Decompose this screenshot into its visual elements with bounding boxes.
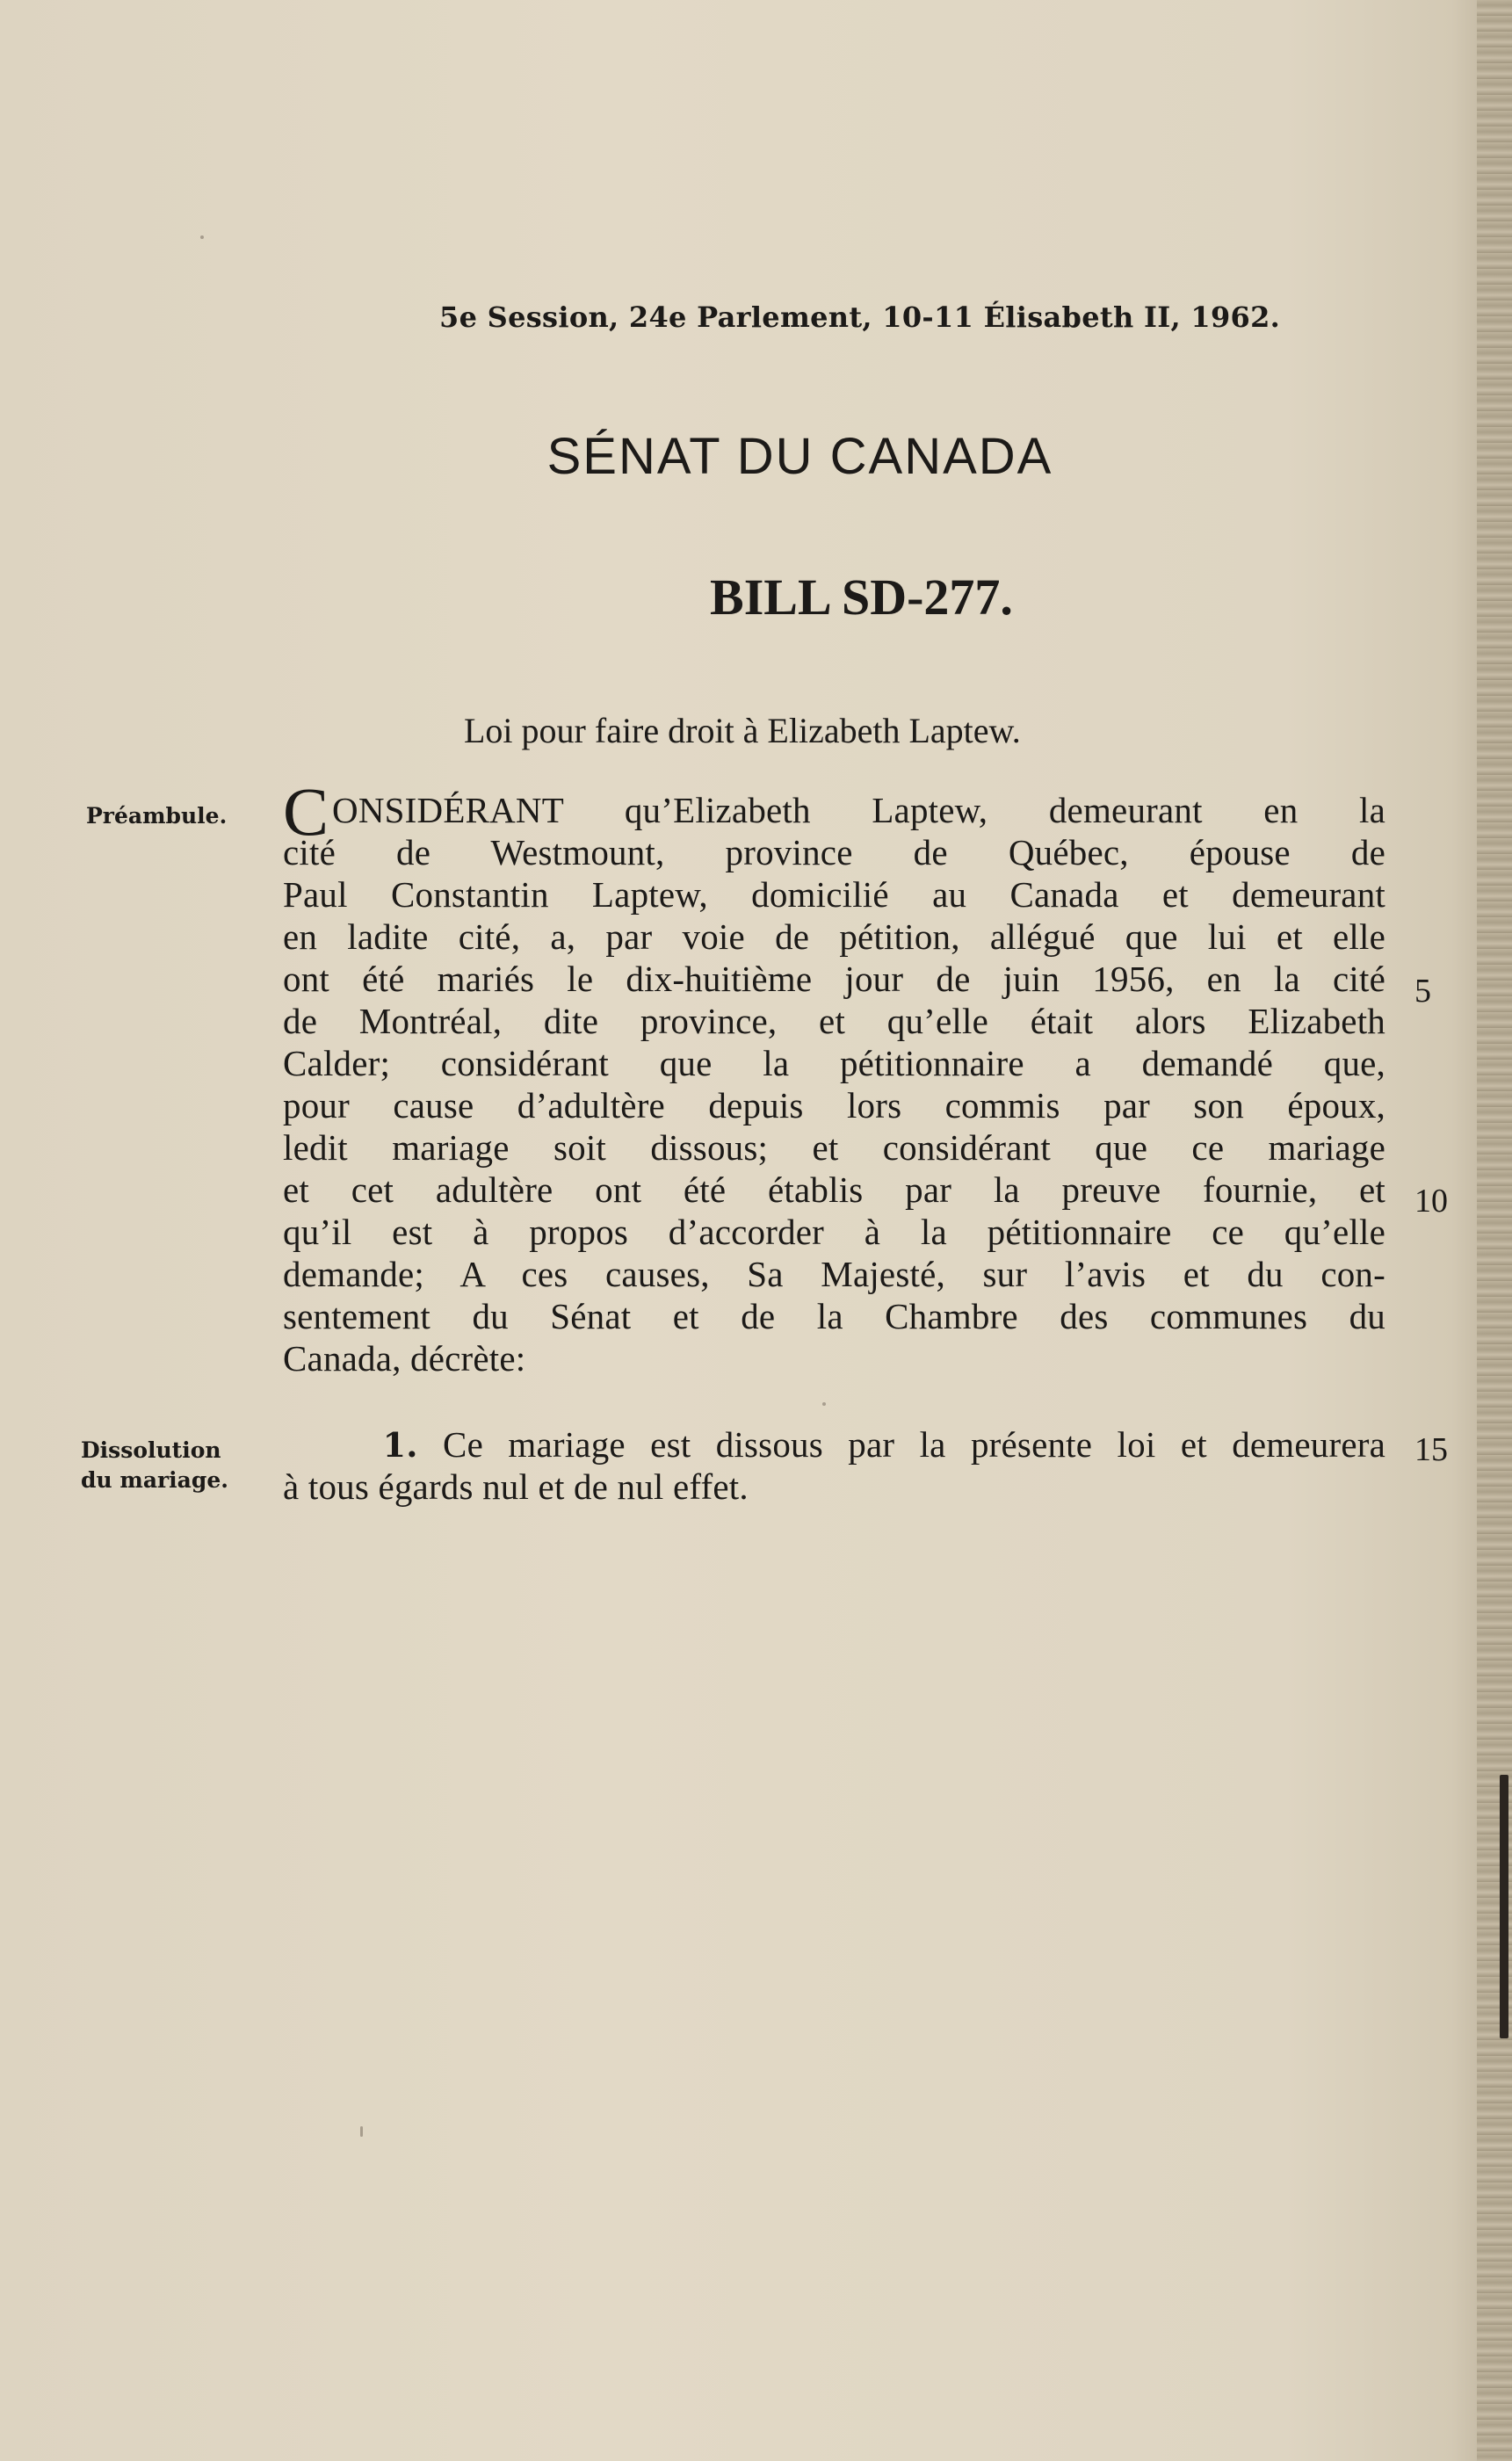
margin-note-dissolution — [81, 1436, 228, 1495]
line-number-10: 10 — [1414, 1183, 1448, 1220]
section-1-text — [283, 1423, 1385, 1508]
preamble-line: demande; A ces causes, Sa Majesté, sur l’avis et du con- — [283, 1254, 1385, 1294]
page-edge-mark — [1500, 1775, 1508, 2038]
preamble-line: qu’il est à propos d’accorder à la pétitionnaire ce qu’elle — [283, 1212, 1385, 1252]
bill-number: BILL SD-277. — [710, 568, 1013, 626]
section-line-2: à tous égards nul et de nul effet. — [283, 1466, 749, 1507]
preamble-line: de Montréal, dite province, et qu’elle était alors Elizabeth — [283, 1001, 1385, 1041]
margin-note-preamble: Préambule. — [86, 803, 228, 829]
preamble-text — [283, 773, 1385, 1379]
senate-title: SÉNAT DU CANADA — [546, 428, 1053, 485]
preamble-line: et cet adultère ont été établis par la preuve fournie, et — [283, 1169, 1385, 1210]
preamble-line: ont été mariés le dix-huitième jour de juin 1956, en la cité — [283, 959, 1385, 999]
preamble-line: cité de Westmount, province de Québec, épouse de — [283, 832, 1385, 872]
paper-speck — [360, 2126, 363, 2137]
preamble-line: pour cause d’adultère depuis lors commis par son époux, — [283, 1085, 1385, 1126]
section-line-1: Ce mariage est dissous par la présente loi et demeurera — [443, 1424, 1385, 1465]
page-edge-shadow — [1477, 0, 1512, 2461]
section-number: 1. — [382, 1425, 418, 1465]
preamble-line: ONSIDÉRANT qu’Elizabeth Laptew, demeurant en la — [332, 790, 1385, 830]
drop-cap: C — [283, 773, 329, 850]
margin-note-dissolution-line2: du mariage. — [81, 1467, 228, 1493]
preamble-line: Paul Constantin Laptew, domicilié au Canada et demeurant — [283, 874, 1385, 915]
preamble-line: ledit mariage soit dissous; et considérant que ce mariage — [283, 1127, 1385, 1168]
margin-note-dissolution-line1: Dissolution — [81, 1437, 221, 1463]
preamble-line: Calder; considérant que la pétitionnaire a demandé que, — [283, 1043, 1385, 1083]
paper-speck — [200, 235, 204, 239]
line-number-15: 15 — [1414, 1431, 1448, 1468]
bill-subtitle: Loi pour faire droit à Elizabeth Laptew. — [464, 711, 1021, 750]
section-line — [283, 1423, 1385, 1466]
spacer — [283, 1424, 383, 1465]
preamble-line: Canada, décrète: — [283, 1338, 526, 1379]
session-header: 5e Session, 24e Parlement, 10-11 Élisabeth II, 1962. — [439, 300, 1281, 334]
preamble-line: en ladite cité, a, par voie de pétition, allégué que lui et elle — [283, 916, 1385, 957]
paper-speck — [822, 1402, 826, 1406]
line-number-5: 5 — [1414, 973, 1431, 1010]
preamble-line: sentement du Sénat et de la Chambre des communes du — [283, 1296, 1385, 1336]
